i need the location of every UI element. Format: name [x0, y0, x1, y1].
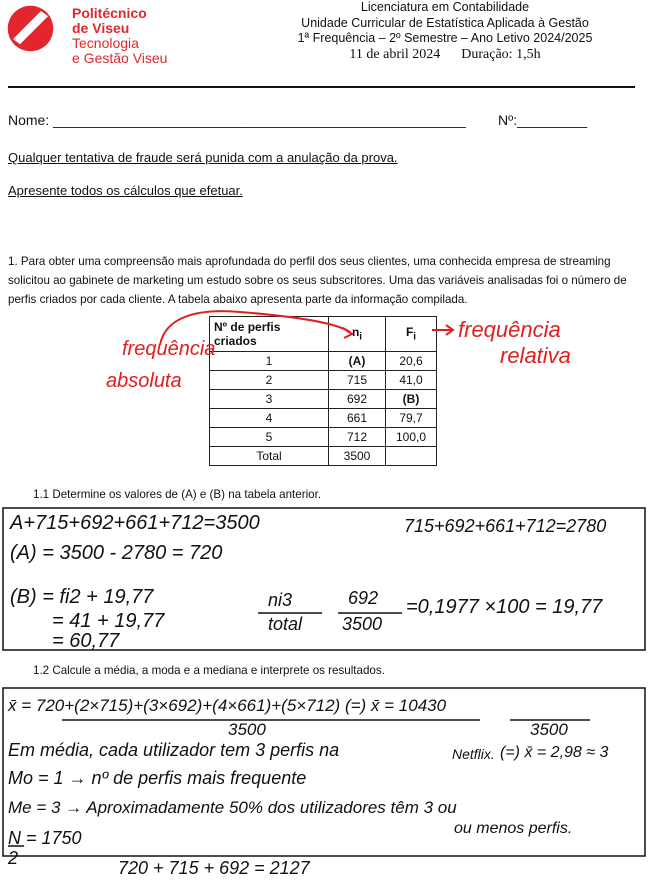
brand-line2: de Viseu: [72, 20, 130, 36]
work-1-1-frac2-den: 3500: [342, 614, 383, 634]
table-cell: 661: [329, 409, 386, 428]
work-1-1-line4: = 41 + 19,77: [52, 610, 165, 632]
table-cell: 5: [210, 428, 329, 447]
work-1-1-line5: = 60,77: [52, 630, 120, 652]
work-1-2-line2r: (=) x̄ = 2,98 ≈ 3: [500, 744, 609, 761]
table-cell: 41,0: [386, 371, 437, 390]
work-1-2-line3: Mo = 1 → nº de perfis mais frequente: [8, 768, 307, 788]
table-cell: 4: [210, 409, 329, 428]
question-1-1: 1.1 Determine os valores de (A) e (B) na tabela anterior.: [33, 488, 322, 501]
work-1-2-line5-den: 2: [8, 848, 19, 868]
work-1-1-line1: A+715+692+661+712=3500: [10, 512, 260, 534]
number-field[interactable]: Nº:_________: [498, 112, 588, 128]
calc-notice: Apresente todos os cálculos que efetuar.: [8, 183, 243, 198]
annotation-abs-1: frequência: [122, 338, 216, 360]
annotation-abs-2: absoluta: [106, 370, 182, 392]
col-header-fi: $F_i$: [386, 317, 437, 352]
work-1-2-line4: Me = 3 → Aproximadamente 50% dos utilizadores têm 3 ou: [8, 798, 457, 817]
work-1-1-line1-right: 715+692+661+712=2780: [404, 516, 607, 536]
table-cell: 79,7: [386, 409, 437, 428]
header-unit: Unidade Curricular de Estatística Aplicada à Gestão: [301, 15, 589, 30]
work-1-2-line1: x̄ = 720+(2×715)+(3×692)+(4×661)+(5×712) (=) x̄ = 10430: [8, 696, 447, 715]
work-1-1-result: =0,1977 ×100 = 19,77: [406, 596, 603, 618]
fraud-notice: Qualquer tentativa de fraude será punida com a anulação da prova.: [8, 150, 398, 165]
work-1-1-frac2-num: 692: [348, 588, 379, 608]
work-1-2-line6: 720 + 715 + 692 = 2127: [118, 858, 310, 878]
question-1-2: 1.2 Calcule a média, a moda e a mediana e interprete os resultados.: [33, 664, 385, 677]
work-1-1-frac-den: total: [268, 614, 303, 634]
table-cell: 2: [210, 371, 329, 390]
work-1-2-line2b: Netflix.: [452, 746, 495, 762]
work-1-2-line4b: ou menos perfis.: [454, 820, 573, 837]
work-1-2-line5: N = 1750: [8, 828, 82, 848]
annotation-rel-1: frequência: [458, 317, 561, 342]
table-cell: 20,6: [386, 352, 437, 371]
work-1-1-line3: (B) = fi2 + 19,77: [10, 586, 154, 608]
col-header-profiles: Nº de perfis criados: [210, 317, 329, 352]
annotation-rel-2: relativa: [500, 343, 571, 368]
table-cell: 100,0: [386, 428, 437, 447]
table-cell: 692: [329, 390, 386, 409]
work-1-2-line2: Em média, cada utilizador tem 3 perfis na: [8, 740, 340, 760]
table-cell: 3500: [329, 447, 386, 466]
work-1-1-frac-num: ni3: [268, 590, 293, 610]
name-field[interactable]: Nome: _____________________________________________________: [8, 112, 466, 128]
work-1-2-den: 3500: [228, 720, 266, 739]
table-cell: 3: [210, 390, 329, 409]
brand-line4: e Gestão Viseu: [72, 50, 168, 66]
header-course: Licenciatura em Contabilidade: [360, 0, 530, 14]
table-cell: Total: [210, 447, 329, 466]
brand-line3: Tecnologia: [72, 35, 139, 51]
header-date: 11 de abril 2024 Duração: 1,5h: [349, 46, 541, 62]
table-cell: 1: [210, 352, 329, 371]
work-1-1-line2: (A) = 3500 - 2780 = 720: [10, 542, 223, 564]
table-cell: (A): [329, 352, 386, 371]
work-1-2-den2: 3500: [530, 720, 568, 739]
table-cell: 712: [329, 428, 386, 447]
table-cell: (B): [386, 390, 437, 409]
question-1-text: 1. Para obter uma compreensão mais aprofundada do perfil dos seus clientes, uma conhecida empresa de streaming solicitou ao gabinete de marketing um estudo sobre os seus subscritores. Uma das variáveis analisadas foi o número de perfis criados por cada cliente. A tabela abaixo apresenta parte da informação compilada.: [8, 255, 627, 306]
col-header-ni: $n_i$: [329, 317, 386, 352]
table-cell: 715: [329, 371, 386, 390]
brand-line1: Politécnico: [72, 5, 147, 21]
header-frequency: 1ª Frequência – 2º Semestre – Ano Letivo 2024/2025: [297, 31, 593, 45]
